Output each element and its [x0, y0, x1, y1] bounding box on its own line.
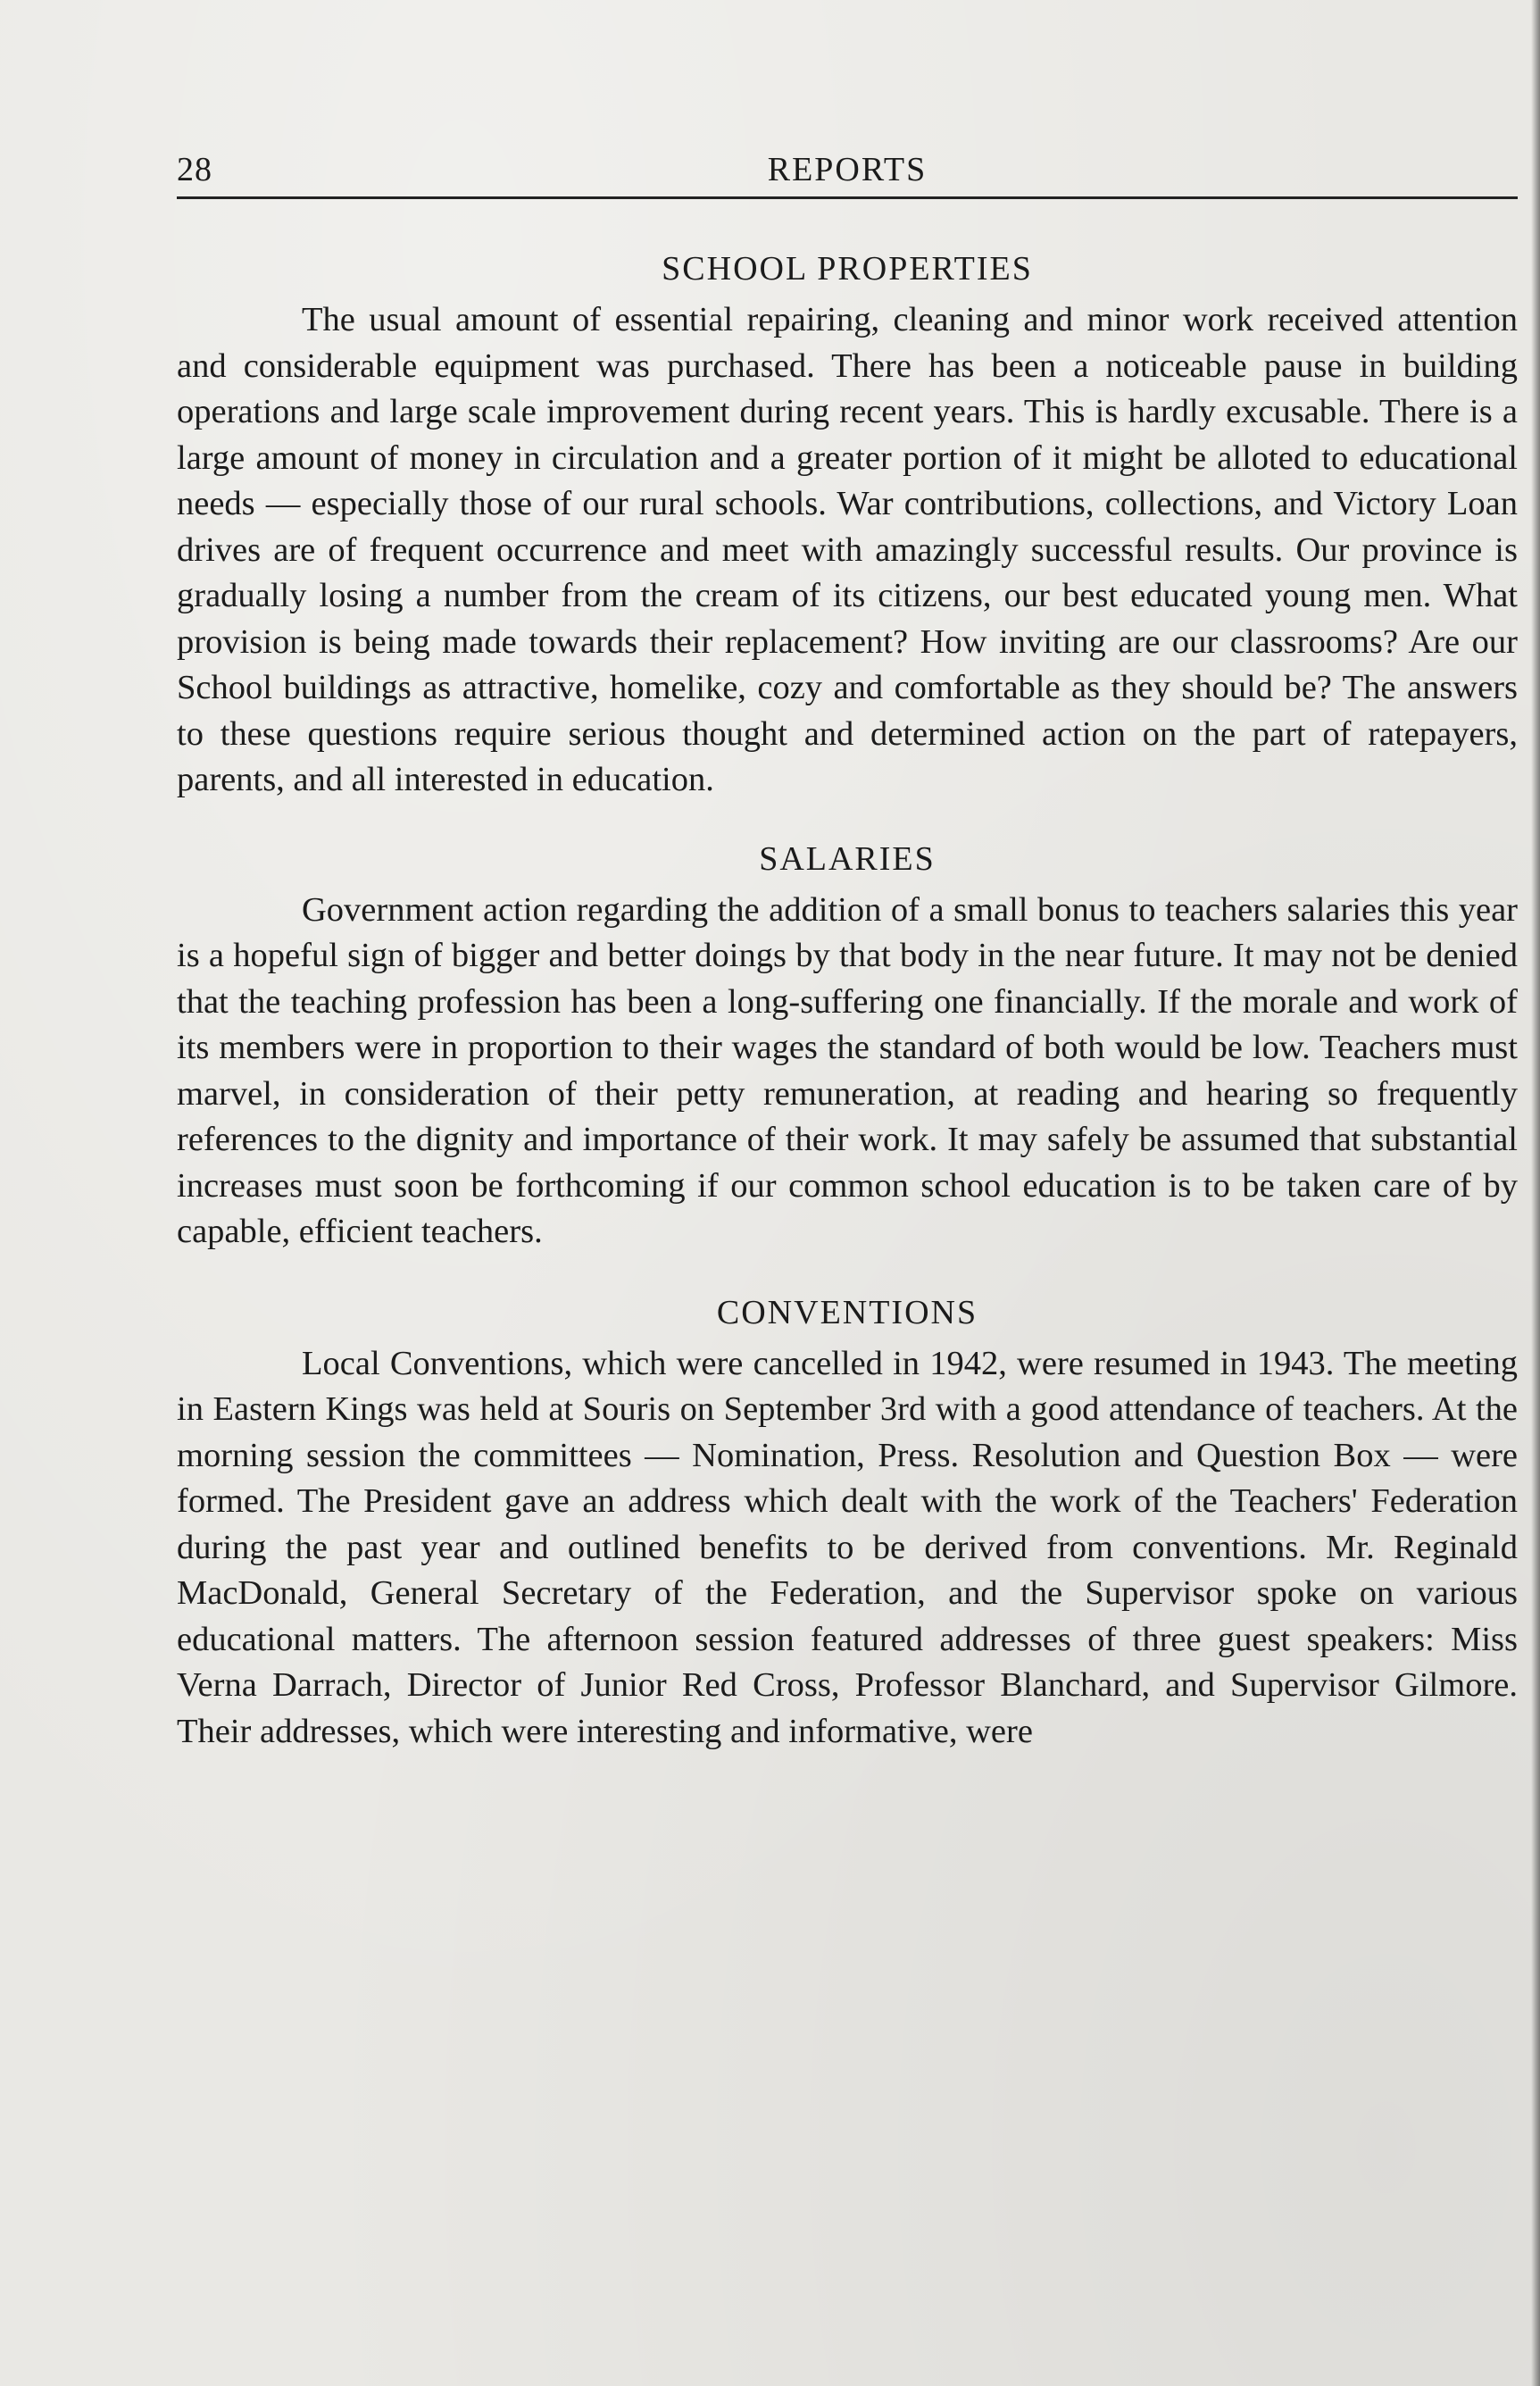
running-header [177, 143, 1518, 199]
page-number: 28 [177, 151, 212, 188]
section-salaries [177, 836, 1518, 1256]
section-heading: SALARIES [759, 839, 936, 878]
section-school-properties [177, 246, 1518, 804]
section-heading: CONVENTIONS [716, 1293, 978, 1331]
section-conventions [177, 1289, 1518, 1756]
section-paragraph: The usual amount of essential repairing, cleaning and minor work received attention and considerable equipment was purchased. There has been a noticeable pause in building operations and large scale improvement during recent years. This is hardly excusable. There is a large amount of money in circulation and a greater portion of it might be alloted to educational needs — especially those of our rural schools. War contributions, collections, and Victory Loan drives are of frequent occurrence and meet with amazingly successful results. Our province is gradually losing a number from the cream of its citizens, our best educated young men. What provision is being made towards their replacement? How inviting are our classrooms? Are our School buildings as attractive, homelike, cozy and comfortable as they should be? The answers to these questions require serious thought and determined action on the part of ratepayers, parents, and all interested in education. [177, 301, 1518, 798]
section-paragraph: Government action regarding the addition of a small bonus to teachers salaries this year is a hopeful sign of bigger and better doings by that body in the near future. It may not be denied that the teaching profession has been a long-suffering one financially. If the morale and work of its members were in proportion to their wages the standard of both would be low. Teachers must marvel, in consideration of their petty remuneration, at reading and hearing so frequently references to the dignity and importance of their work. It may safely be assumed that substantial increases must soon be forthcoming if our common school education is to be taken care of by capable, efficient teachers. [177, 890, 1518, 1250]
section-heading: SCHOOL PROPERTIES [662, 250, 1033, 288]
document-page [177, 143, 1518, 1755]
section-paragraph: Local Conventions, which were cancelled in 1942, were resumed in 1943. The meeting in Eastern Kings was held at Souris on September 3rd with a good attendance of teachers. At the morning session the committees — Nomination, Press. Resolution and Question Box — were formed. The President gave an address which dealt with the work of the Teachers' Federation during the past year and outlined benefits to be derived from conventions. Mr. Reginald MacDonald, General Secretary of the Federation, and the Supervisor spoke on various educational matters. The afternoon session featured addresses of three guest speakers: Miss Verna Darrach, Director of Junior Red Cross, Professor Blanchard, and Supervisor Gilmore. Their addresses, which were interesting and informative, were [177, 1344, 1518, 1750]
running-title: REPORTS [767, 151, 928, 188]
page-edge-shadow [1531, 0, 1540, 2386]
